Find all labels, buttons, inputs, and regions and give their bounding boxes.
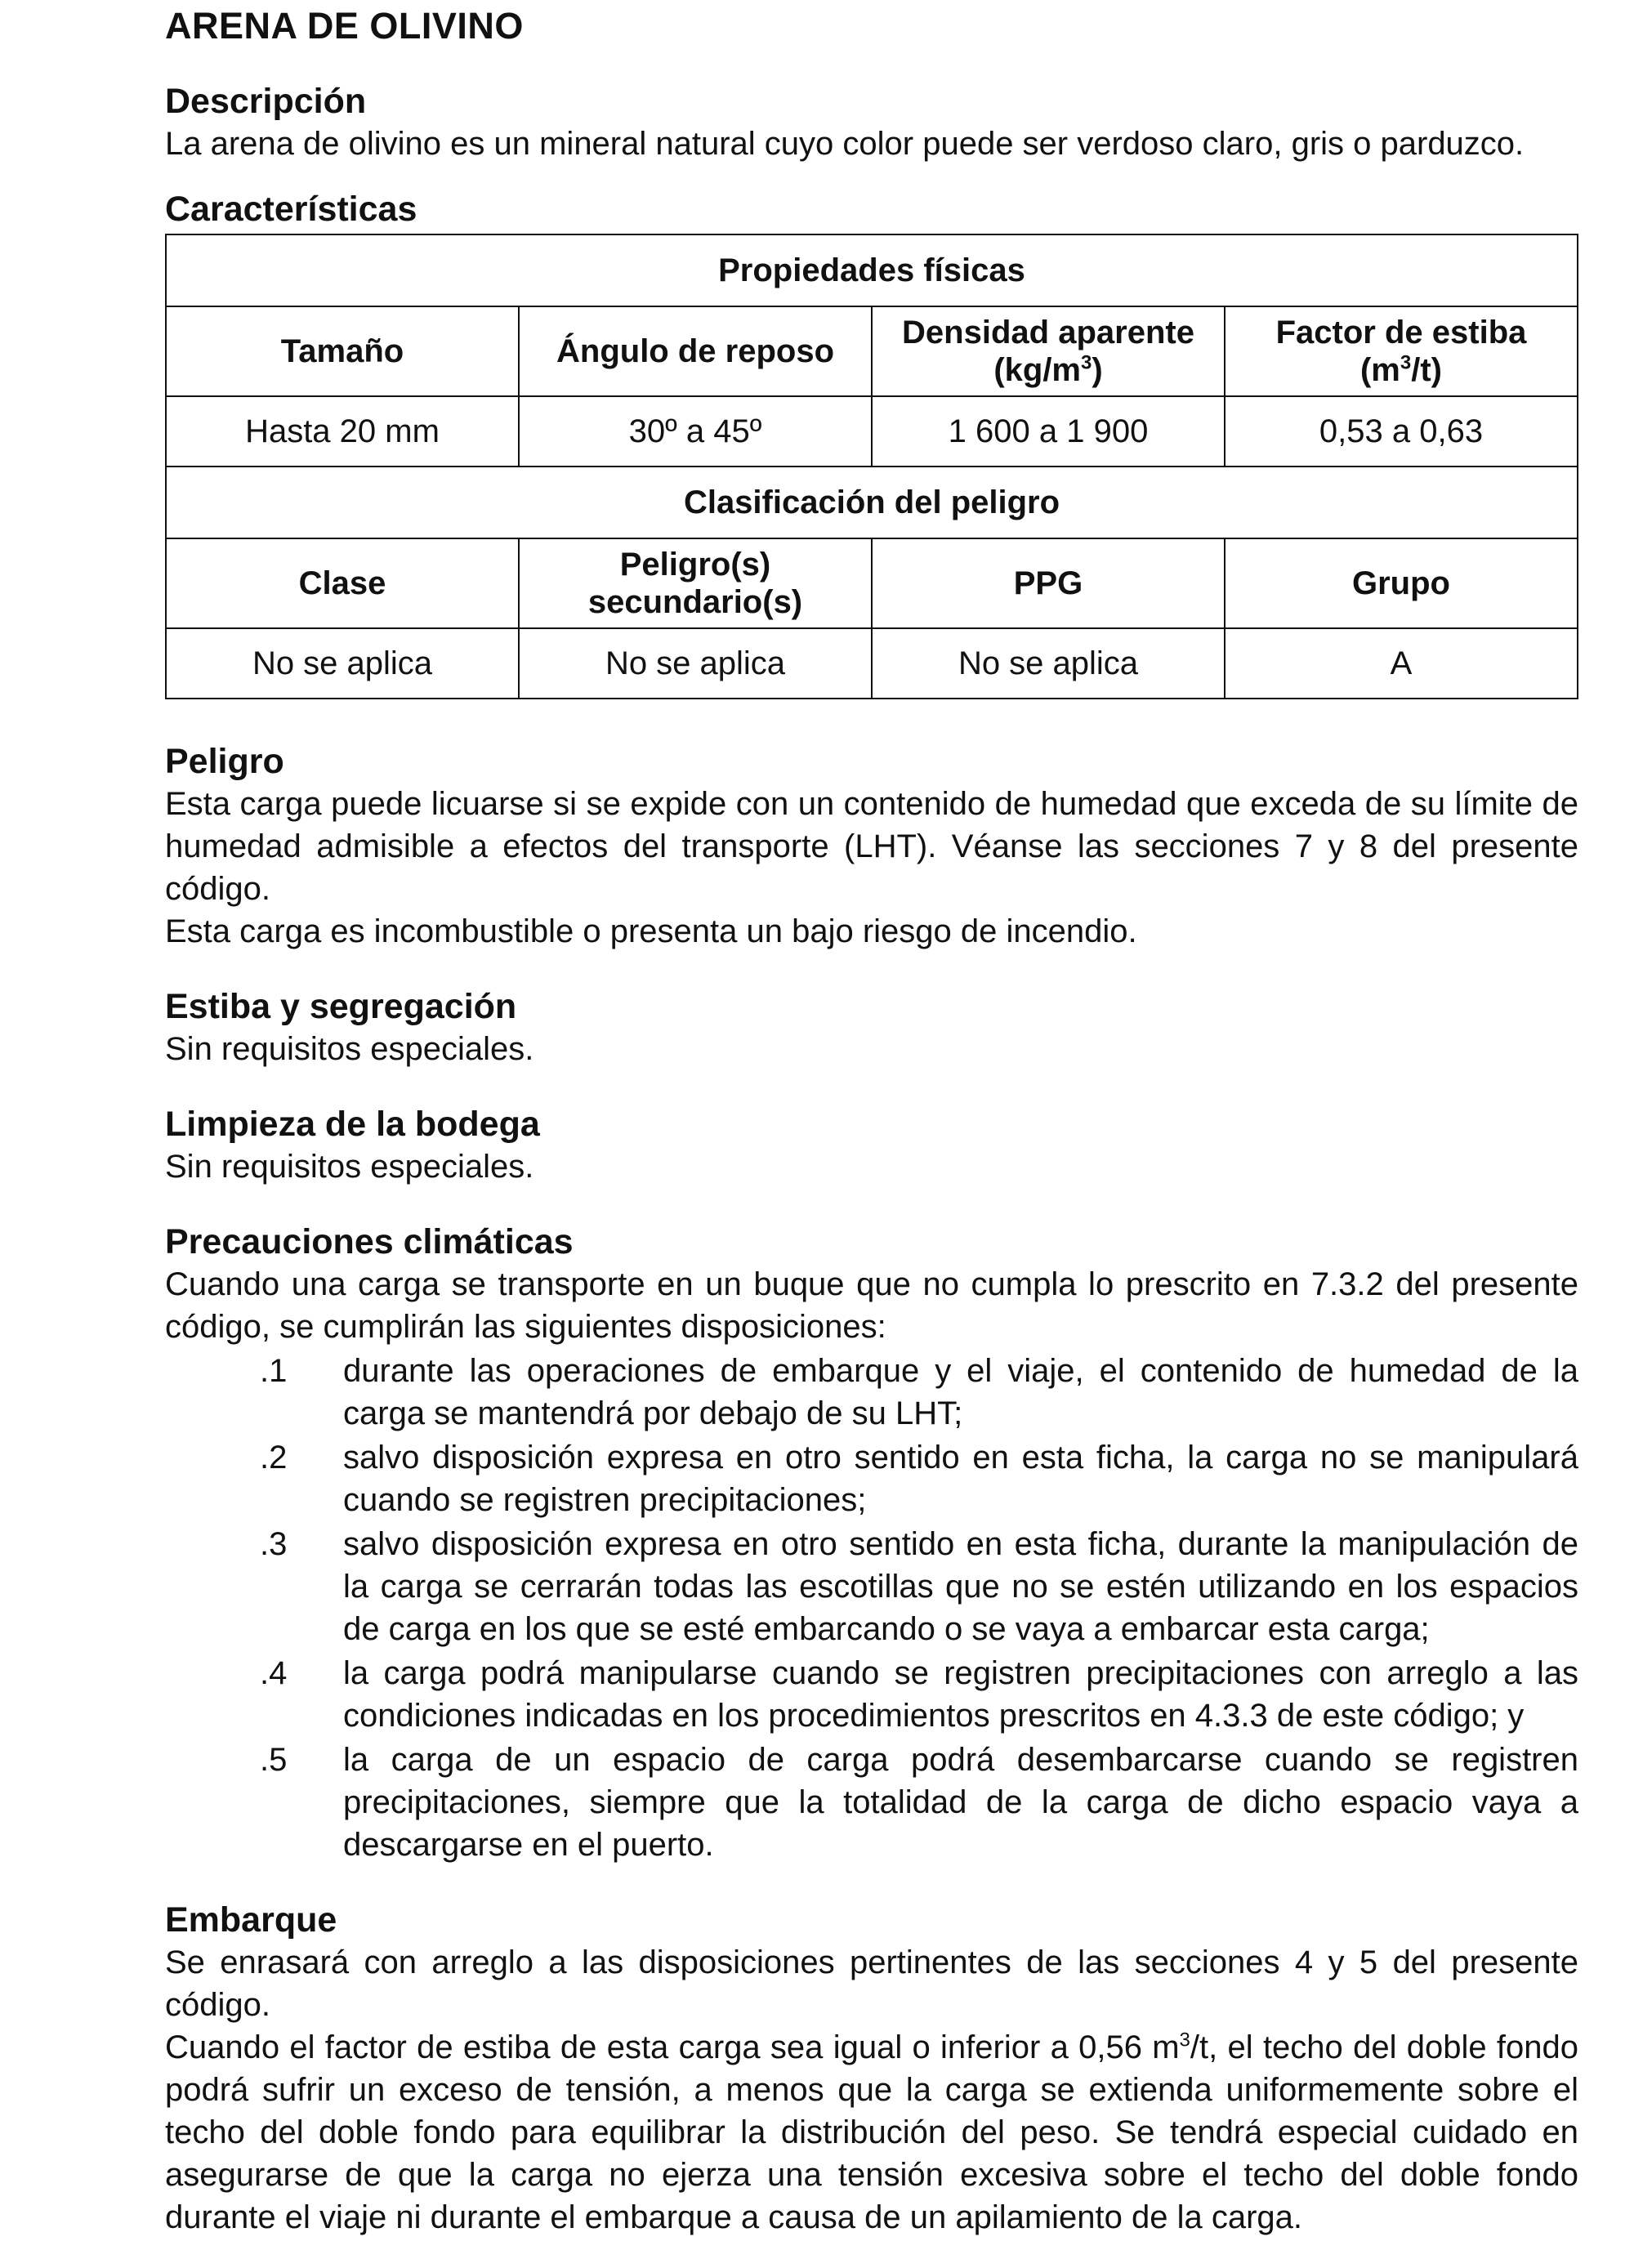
embarque-text-2b: /t, el techo del doble fondo podrá sufrir un exceso de tensión, a menos que la carga se extienda uniformemente sobre el techo del doble fondo para equilibrar la distribución del peso. Se tendrá especial cuidado en asegurarse de que la carga no ejerza una tensión excesiva sobre el techo del doble fondo durante el viaje ni durante el embarque a causa de un apilamiento de la carga. (165, 2029, 1578, 2235)
list-item-number: .1 (260, 1353, 288, 1389)
list-item-text: salvo disposición expresa en otro sentido en esta ficha, durante la manipulación de la carga se cerrarán todas las escotillas que no se estén utilizando en los espacios de carga en los que se esté embarcando o se vaya a embarcar esta carga; (343, 1526, 1578, 1647)
heading-precauciones: Precauciones climáticas (165, 1222, 574, 1261)
header-factor-close: /t) (1411, 352, 1442, 388)
document-title: ARENA DE OLIVINO (165, 5, 524, 47)
heading-caracteristicas: Características (165, 190, 417, 229)
properties-table (165, 234, 1578, 699)
heading-embarque: Embarque (165, 1900, 337, 1940)
document-content (165, 0, 1578, 2239)
value-angulo: 30º a 45º (519, 396, 872, 467)
section-caracteristicas (165, 188, 1578, 699)
list-item (165, 1652, 1578, 1737)
peligro-text-2: Esta carga es incombustible o presenta un bajo riesgo de incendio. (165, 913, 1137, 949)
header-densidad (872, 306, 1225, 396)
header-densidad-unit: (kg/m (993, 352, 1081, 388)
props-title-cell: Propiedades físicas (166, 234, 1578, 306)
section-limpieza (165, 1103, 1578, 1188)
value-peligro-sec: No se aplica (519, 628, 872, 699)
list-item (165, 1739, 1578, 1866)
list-item-number: .5 (260, 1742, 288, 1778)
list-item (165, 1350, 1578, 1435)
value-densidad: 1 600 a 1 900 (872, 396, 1225, 467)
precauciones-intro: Cuando una carga se transporte en un buque que no cumpla lo prescrito en 7.3.2 del presente código, se cumplirán las siguientes disposiciones: (165, 1266, 1578, 1345)
header-factor-unit: (m (1359, 352, 1400, 388)
header-peligro-sec (519, 538, 872, 628)
heading-limpieza: Limpieza de la bodega (165, 1105, 540, 1144)
header-densidad-close: ) (1092, 352, 1103, 388)
header-tamano: Tamaño (166, 306, 519, 396)
value-factor: 0,53 a 0,63 (1225, 396, 1578, 467)
peligro-text-1: Esta carga puede licuarse si se expide con un contenido de humedad que exceda de su límite de humedad admisible a efectos del transporte (LHT). Véanse las secciones 7 y 8 del presente código. (165, 786, 1578, 907)
section-estiba (165, 985, 1578, 1070)
header-densidad-sup: 3 (1081, 351, 1092, 374)
value-ppg: No se aplica (872, 628, 1225, 699)
list-item-text: durante las operaciones de embarque y el viaje, el contenido de humedad de la carga se mantendrá por debajo de su LHT; (343, 1353, 1578, 1431)
header-ppg: PPG (872, 538, 1225, 628)
list-item-text: la carga podrá manipularse cuando se registren precipitaciones con arreglo a las condiciones indicadas en los procedimientos prescritos en 4.3.3 de este código; y (343, 1655, 1578, 1734)
embarque-text-2 (165, 2026, 1578, 2239)
header-grupo: Grupo (1225, 538, 1578, 628)
value-grupo: A (1225, 628, 1578, 699)
heading-peligro: Peligro (165, 742, 284, 781)
embarque-text-2a: Cuando el factor de estiba de esta carga sea igual o inferior a 0,56 m (165, 2029, 1180, 2065)
value-tamano: Hasta 20 mm (166, 396, 519, 467)
limpieza-text: Sin requisitos especiales. (165, 1149, 534, 1185)
section-embarque (165, 1899, 1578, 2239)
value-clase: No se aplica (166, 628, 519, 699)
header-densidad-line1: Densidad aparente (902, 315, 1194, 350)
precauciones-list (165, 1350, 1578, 1866)
heading-estiba: Estiba y segregación (165, 987, 517, 1026)
list-item-number: .3 (260, 1526, 288, 1562)
list-item (165, 1523, 1578, 1650)
list-item-number: .4 (260, 1655, 288, 1691)
estiba-text: Sin requisitos especiales. (165, 1031, 534, 1067)
list-item-text: salvo disposición expresa en otro sentido en esta ficha, la carga no se manipulará cuando se registren precipitaciones; (343, 1440, 1578, 1518)
clasif-title-cell: Clasificación del peligro (166, 467, 1578, 538)
header-clase: Clase (166, 538, 519, 628)
header-factor (1225, 306, 1578, 396)
section-precauciones (165, 1221, 1578, 1866)
embarque-text-2-sup: 3 (1179, 2029, 1190, 2051)
list-item (165, 1436, 1578, 1521)
list-item-number: .2 (260, 1440, 288, 1476)
header-factor-line1: Factor de estiba (1275, 315, 1527, 350)
section-descripcion (165, 80, 1578, 165)
header-peligro-line2: secundario(s) (587, 584, 803, 620)
descripcion-text: La arena de olivino es un mineral natural cuyo color puede ser verdoso claro, gris o parduzco. (165, 126, 1525, 162)
list-item-text: la carga de un espacio de carga podrá desembarcarse cuando se registren precipitaciones, siempre que la totalidad de la carga de dicho espacio vaya a descargarse en el puerto. (343, 1742, 1578, 1863)
heading-descripcion: Descripción (165, 82, 367, 121)
embarque-text-1: Se enrasará con arreglo a las disposiciones pertinentes de las secciones 4 y 5 del presente código. (165, 1944, 1578, 2023)
header-peligro-line1: Peligro(s) (619, 547, 771, 583)
section-peligro (165, 740, 1578, 953)
header-angulo: Ángulo de reposo (519, 306, 872, 396)
header-factor-sup: 3 (1400, 351, 1412, 374)
